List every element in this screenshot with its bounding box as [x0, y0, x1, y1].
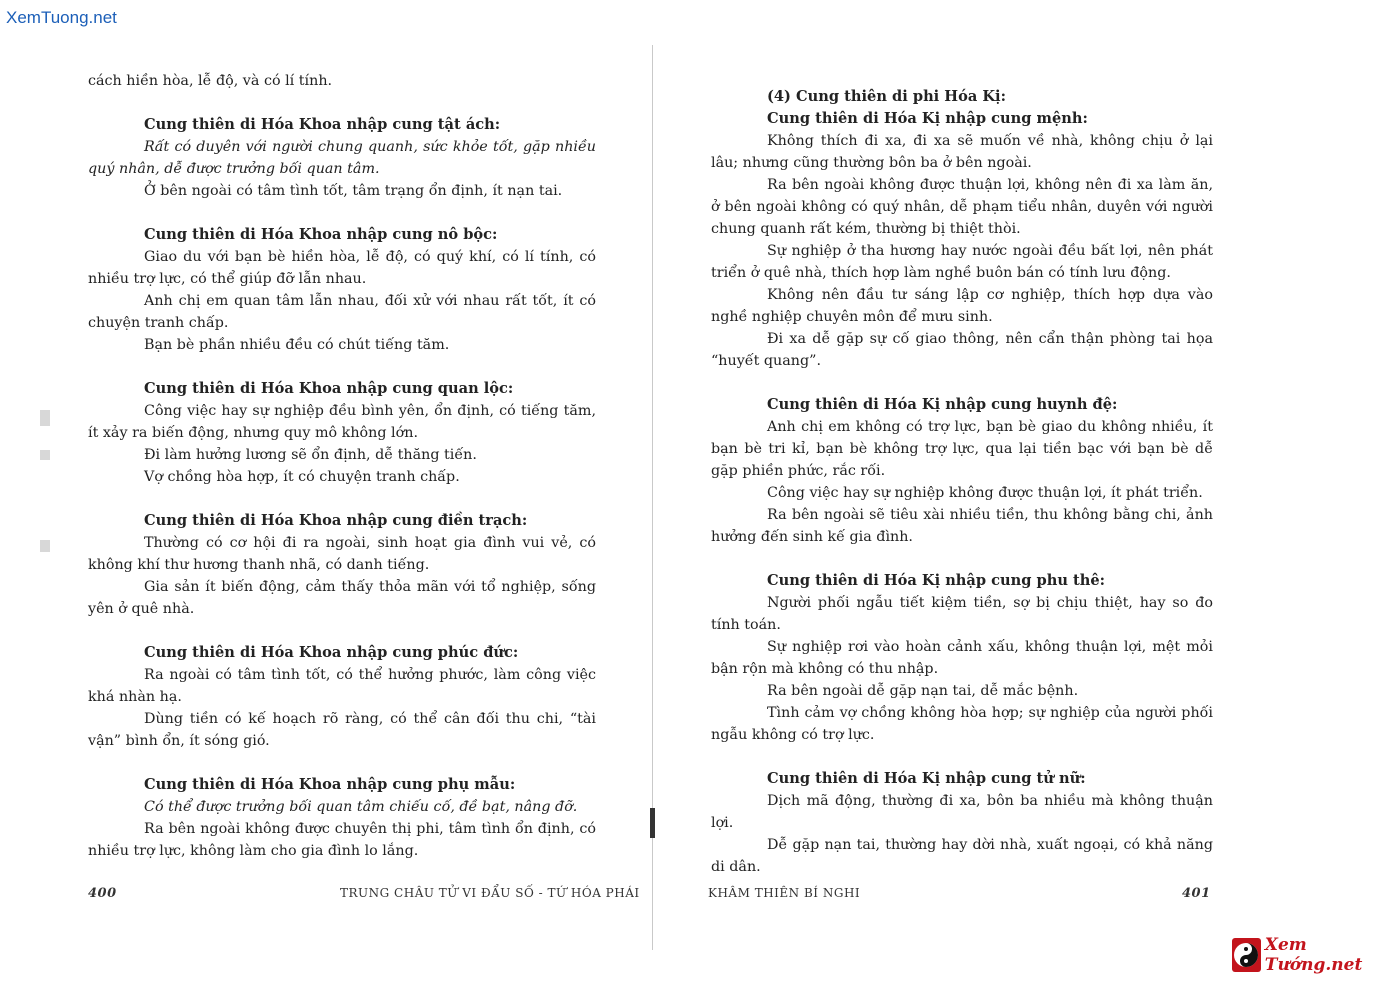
paragraph: Vợ chồng hòa hợp, ít có chuyện tranh chấp.: [144, 469, 460, 485]
paragraph: cách hiền hòa, lễ độ, và có lí tính.: [88, 73, 333, 89]
section-heading: Cung thiên di Hóa Kị nhập cung mệnh:: [767, 110, 1088, 127]
paragraph: Tình cảm vợ chồng không hòa hợp; sự nghiệp của người phối ngẫu không có trợ lực.: [711, 705, 1213, 743]
paragraph: Ở bên ngoài có tâm tình tốt, tâm trạng ổn định, ít nạn tai.: [144, 183, 563, 199]
section-heading: Cung thiên di Hóa Khoa nhập cung phúc đức:: [144, 644, 519, 661]
logo-text: Xem Tướng.net: [1264, 935, 1363, 975]
paragraph: Sự nghiệp ở tha hương hay nước ngoài đều bất lợi, nên phát triển ở quê nhà, thích hợp làm nghề buôn bán có tính lưu động.: [711, 243, 1213, 281]
paragraph: Có thể được trưởng bối quan tâm chiếu cố, đề bạt, nâng đỡ.: [144, 799, 578, 815]
paragraph: Ra bên ngoài sẽ tiêu xài nhiều tiền, thu không bằng chi, ảnh hưởng đến sinh kế gia đình.: [711, 507, 1213, 545]
section-heading: Cung thiên di Hóa Khoa nhập cung điền trạch:: [144, 512, 528, 529]
paragraph: Ra bên ngoài không được chuyên thị phi, tâm tình ổn định, có nhiều trợ lực, không làm cho gia đình lo lắng.: [88, 821, 596, 859]
section-heading: Cung thiên di Hóa Kị nhập cung tử nữ:: [767, 770, 1086, 787]
section-heading: Cung thiên di Hóa Khoa nhập cung quan lộc:: [144, 380, 514, 397]
left-running-title: TRUNG CHÂU TỬ VI ĐẨU SỐ - TỨ HÓA PHÁI: [340, 886, 640, 900]
paragraph: Dùng tiền có kế hoạch rõ ràng, có thể cân đối thu chi, “tài vận” bình ổn, ít sóng gió.: [88, 711, 596, 749]
paragraph: Đi làm hưởng lương sẽ ổn định, dễ thăng tiến.: [144, 447, 477, 463]
section-heading: Cung thiên di Hóa Kị nhập cung phu thê:: [767, 572, 1106, 589]
paragraph: Thường có cơ hội đi ra ngoài, sinh hoạt gia đình vui vẻ, có không khí thư hương thanh nhã, có danh tiếng.: [88, 535, 596, 573]
paragraph: Đi xa dễ gặp sự cố giao thông, nên cẩn thận phòng tai họa “huyết quang”.: [711, 331, 1213, 369]
left-page-number: 400: [88, 886, 117, 901]
paragraph: Dịch mã động, thường đi xa, bôn ba nhiều mà không thuận lợi.: [711, 793, 1213, 831]
gutter-mark: [650, 808, 655, 838]
paragraph: Gia sản ít biến động, cảm thấy thỏa mãn với tổ nghiệp, sống yên ở quê nhà.: [88, 579, 596, 617]
site-label[interactable]: XemTuong.net: [6, 8, 117, 27]
margin-marks: [38, 410, 52, 560]
paragraph: Anh chị em không có trợ lực, bạn bè giao du không nhiều, ít bạn bè tri kỉ, bạn bè không trợ lực, qua lại tiền bạc với bạn bè dễ gặp phiền phức, rắc rối.: [711, 419, 1213, 479]
paragraph: Anh chị em quan tâm lẫn nhau, đối xử với nhau rất tốt, ít có chuyện tranh chấp.: [88, 293, 596, 331]
paragraph: Công việc hay sự nghiệp không được thuận lợi, ít phát triển.: [767, 485, 1203, 501]
right-running-title: KHÂM THIÊN BÍ NGHI: [708, 886, 861, 900]
section-heading: Cung thiên di Hóa Kị nhập cung huynh đệ:: [767, 396, 1118, 413]
paragraph: Không thích đi xa, đi xa sẽ muốn về nhà, không chịu ở lại lâu; nhưng cũng thường bôn ba ở bên ngoài.: [711, 133, 1213, 171]
paragraph: Sự nghiệp rơi vào hoàn cảnh xấu, không thuận lợi, mệt mỏi bận rộn mà không có thu nhập.: [711, 639, 1213, 677]
section-heading: Cung thiên di Hóa Khoa nhập cung tật ách:: [144, 116, 501, 133]
right-page-number: 401: [1182, 886, 1211, 901]
paragraph: Ra bên ngoài dễ gặp nạn tai, dễ mắc bệnh.: [767, 683, 1079, 699]
section-heading: Cung thiên di Hóa Khoa nhập cung phụ mẫu:: [144, 776, 516, 793]
paragraph: Không nên đầu tư sáng lập cơ nghiệp, thích hợp dựa vào nghề nghiệp chuyên môn để mưu sinh.: [711, 287, 1213, 325]
paragraph: Ra ngoài có tâm tình tốt, có thể hưởng phước, làm công việc khá nhàn hạ.: [88, 667, 596, 705]
site-logo[interactable]: [1232, 937, 1388, 973]
paragraph: Rất có duyên với người chung quanh, sức khỏe tốt, gặp nhiều quý nhân, dễ được trưởng bối quan tâm.: [88, 139, 596, 177]
right-page: [656, 0, 1392, 983]
left-page: [0, 0, 650, 983]
section-heading: (4) Cung thiên di phi Hóa Kị:: [767, 88, 1006, 105]
yin-yang-icon: [1232, 938, 1261, 972]
paragraph: Bạn bè phần nhiều đều có chút tiếng tăm.: [144, 337, 450, 353]
left-page-body: [88, 70, 596, 862]
paragraph: Người phối ngẫu tiết kiệm tiền, sợ bị chịu thiệt, hay so đo tính toán.: [711, 595, 1213, 633]
right-page-body: [711, 86, 1213, 878]
paragraph: Ra bên ngoài không được thuận lợi, không nên đi xa làm ăn, ở bên ngoài không có quý nhân, dễ phạm tiểu nhân, duyên với người chung quanh rất kém, thường bị thiệt thòi.: [711, 177, 1213, 237]
paragraph: Dễ gặp nạn tai, thường hay dời nhà, xuất ngoại, có khả năng di dân.: [711, 837, 1213, 875]
paragraph: Giao du với bạn bè hiền hòa, lễ độ, có quý khí, có lí tính, có nhiều trợ lực, có thể giúp đỡ lẫn nhau.: [88, 249, 596, 287]
section-heading: Cung thiên di Hóa Khoa nhập cung nô bộc:: [144, 226, 498, 243]
paragraph: Công việc hay sự nghiệp đều bình yên, ổn định, có tiếng tăm, ít xảy ra biến động, nhưng quy mô không lớn.: [88, 403, 596, 441]
